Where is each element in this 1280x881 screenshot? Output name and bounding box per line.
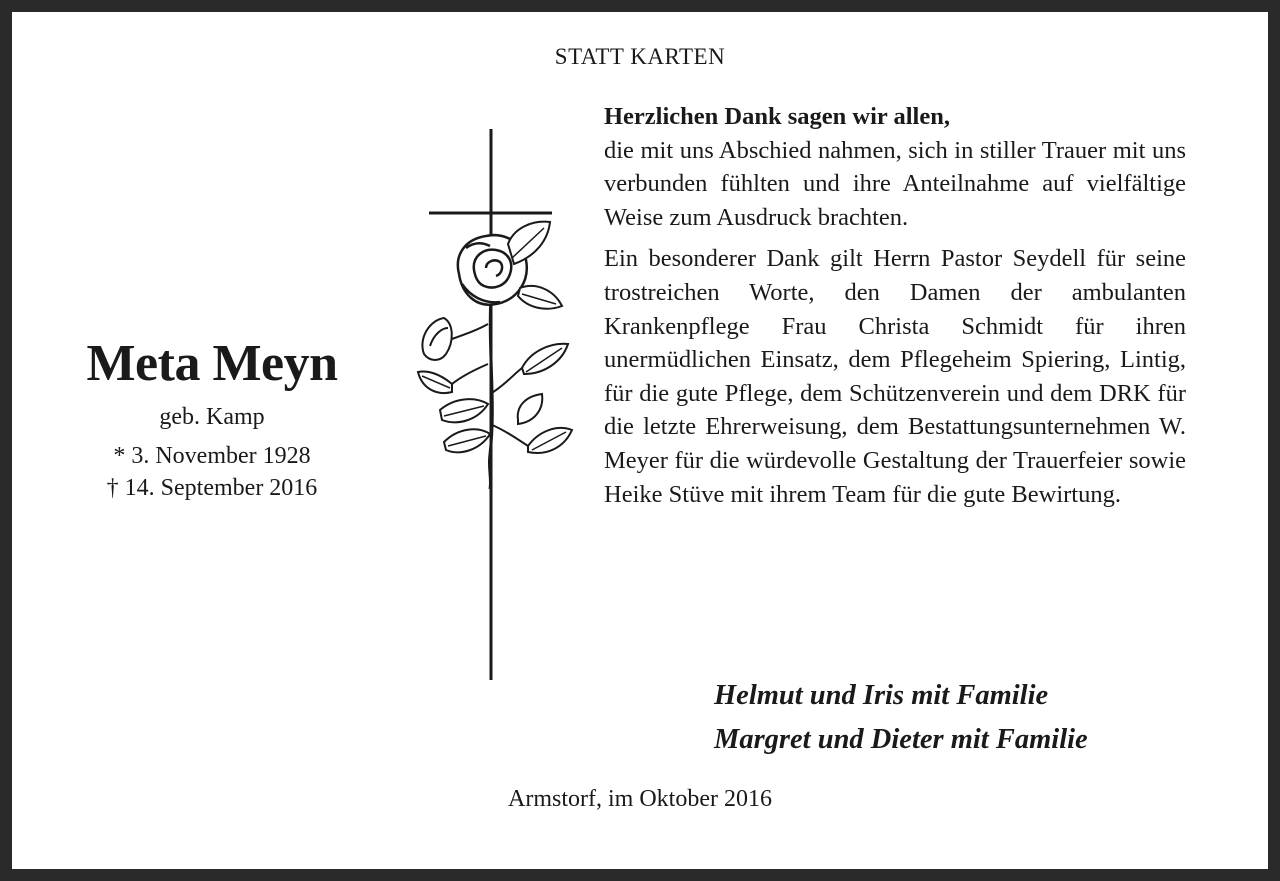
cross-with-rose-icon xyxy=(404,124,574,684)
message-lead: Herzlichen Dank sagen wir allen, xyxy=(604,103,950,130)
birth-date: * 3. November 1928 xyxy=(113,443,311,469)
life-dates xyxy=(52,440,372,504)
signature-line: Helmut und Iris mit Familie xyxy=(714,680,1049,711)
deceased-name: Meta Meyn xyxy=(86,335,338,392)
place-and-date: Armstorf, im Oktober 2016 xyxy=(508,786,772,812)
deceased-info xyxy=(52,334,372,504)
signatures xyxy=(714,674,1088,762)
birth-name: geb. Kamp xyxy=(159,404,265,430)
message-paragraph-1: die mit uns Abschied nahmen, sich in stiller Trauer mit uns verbunden fühlten und ihre Anteilnahme auf vielfältige Weise zum Ausdruck brachten. xyxy=(604,136,1186,231)
header-title: STATT KARTEN xyxy=(554,44,726,69)
death-date: † 14. September 2016 xyxy=(106,475,318,501)
message-paragraph-2: Ein besonderer Dank gilt Herrn Pastor Seydell für seine trostreichen Worte, den Damen der ambulanten Krankenpflege Frau Christa Schmidt für ihren unermüdlichen Einsatz, dem Pflegeheim Spiering, Lintig, für die gute Pflege, dem Schützenverein und dem DRK für die letzte Ehrerweisung, dem Bestattungsunternehmen W. Meyer für die würdevolle Gestaltung der Trauerfeier sowie Heike Stüve mit ihrem Team für die gute Bewirtung. xyxy=(604,245,1186,508)
signature-line: Margret und Dieter mit Familie xyxy=(714,724,1088,755)
message-text xyxy=(604,100,1186,511)
obituary-card xyxy=(12,12,1268,869)
